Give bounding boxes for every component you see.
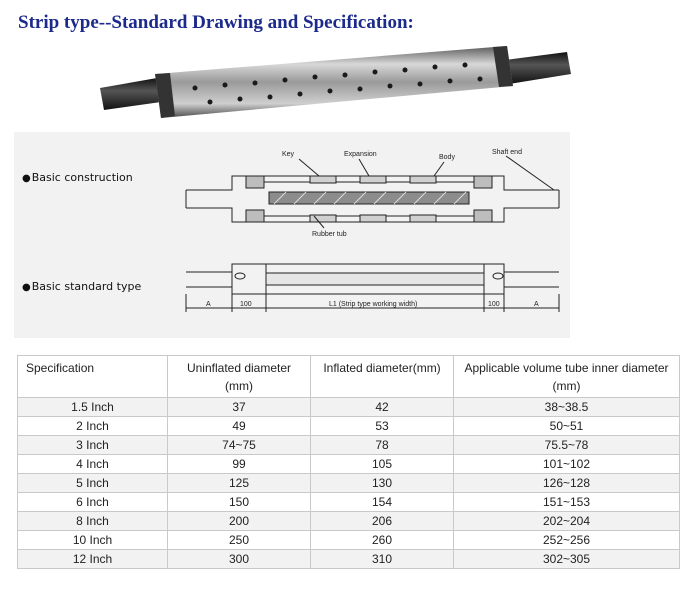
table-row: 5 Inch 125 130 126~128 — [18, 474, 680, 493]
table-row: 4 Inch 99 105 101~102 — [18, 455, 680, 474]
air-shaft-photo — [95, 40, 575, 120]
basic-standard-label: ●Basic standard type — [22, 280, 142, 293]
dim-l1: L1 (Strip type working width) — [329, 301, 418, 308]
table-header-row — [18, 356, 680, 398]
table-row: 12 Inch 300 310 302~305 — [18, 550, 680, 569]
label-body: Body — [439, 154, 455, 161]
page-title: Strip type--Standard Drawing and Specification: — [18, 12, 414, 33]
header-inflated: Inflated diameter(mm) — [311, 356, 454, 398]
table-row: 6 Inch 150 154 151~153 — [18, 493, 680, 512]
header-spec: Specification — [18, 356, 168, 398]
table-row: 8 Inch 200 206 202~204 — [18, 512, 680, 531]
technical-drawing — [14, 132, 570, 338]
label-key: Key — [282, 151, 295, 158]
table-row: 3 Inch 74~75 78 75.5~78 — [18, 436, 680, 455]
dim-a-right: A — [534, 301, 539, 308]
label-rubber-tub: Rubber tub — [312, 231, 347, 238]
table-row: 10 Inch 250 260 252~256 — [18, 531, 680, 550]
basic-construction-label: ●Basic construction — [22, 171, 133, 184]
spec-table — [17, 355, 680, 569]
diagram-panel — [14, 132, 570, 338]
label-expansion: Expansion — [344, 151, 377, 158]
dim-a-left: A — [206, 301, 211, 308]
table-row: 1.5 Inch 37 42 38~38.5 — [18, 398, 680, 417]
dim-100-right: 100 — [488, 301, 500, 308]
header-volume: Applicable volume tube inner diameter (mm) — [454, 356, 680, 398]
table-row: 2 Inch 49 53 50~51 — [18, 417, 680, 436]
dim-100-left: 100 — [240, 301, 252, 308]
header-uninflated: Uninflated diameter (mm) — [168, 356, 311, 398]
label-shaft-end: Shaft end — [492, 149, 522, 156]
